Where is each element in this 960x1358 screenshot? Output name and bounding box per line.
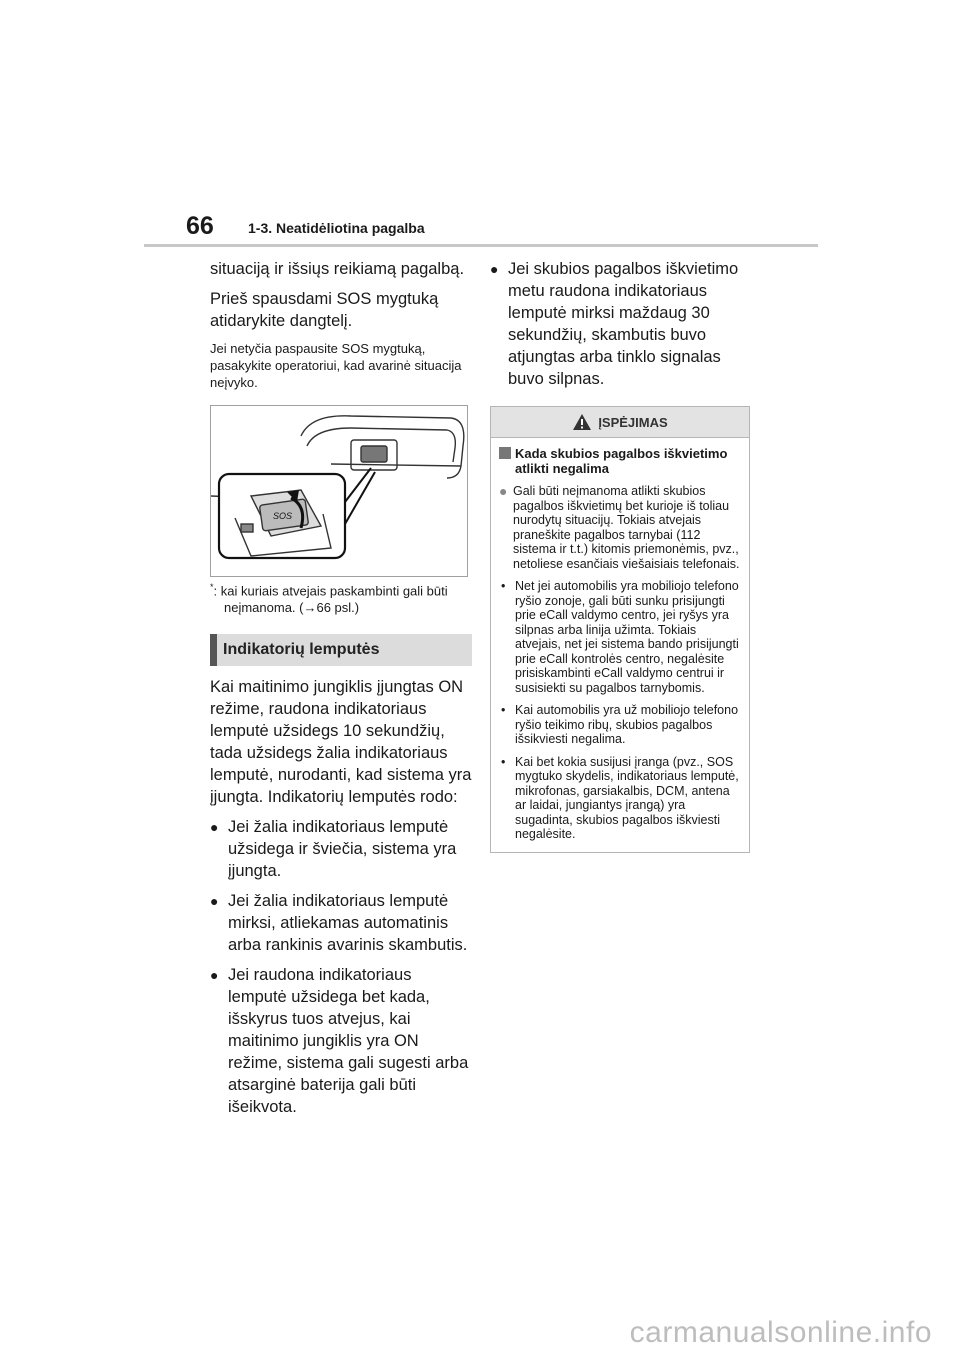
warning-item: • Kai automobilis yra už mobiliojo telefono ryšio teikimo ribų, skubios pagalbos išsikviesti negalima. [501,703,739,746]
right-column [490,258,752,853]
section-title: 1-3. Neatidėliotina pagalba [248,220,425,236]
warning-box [490,406,750,853]
list-item: ● Jei raudona indikatoriaus lemputė užsidega bet kada, išskyrus tuos atvejus, kai maitinimo jungiklis yra ON režime, sistema gali sugesti arba atsarginė baterija gali būti išeikvota. [210,966,469,1117]
watermark: carmanualsonline.info [629,1316,932,1349]
sos-label: SOS [273,511,293,521]
subheading: Indikatorių lemputės [210,634,472,666]
header-rule [144,244,818,247]
warning-triangle-icon [572,413,592,431]
overhead-console-drawing [211,406,467,576]
left-column [210,258,472,1126]
paragraph-1: situaciją ir išsiųs reikiamą pagalbą. [210,260,465,278]
paragraph-2: Prieš spausdami SOS mygtuką atidarykite dangtelį. [210,290,439,330]
warning-item: • Net jei automobilis yra mobiliojo telefono ryšio zonoje, gali būti sunku prisijungti prie eCall valdymo centro, jei ryšys yra silpnas arba linija užimta. Tokiais atvejais, net jei sistema bando prisijungti prie eCall kontrolės centro, negalėsite prisiskambinti eCall valdymo centrui ir susisiekti su pagalbos tarnybomis. [501,579,739,695]
sos-button-illustration [210,405,468,577]
paragraph-3: Jei netyčia paspausite SOS mygtuką, pasakykite operatoriui, kad avarinė situacija neįvyko. [210,341,462,390]
list-item: ● Jei skubios pagalbos iškvietimo metu raudona indikatoriaus lemputė mirksi maždaug 30 sekundžių, skambutis buvo atjungtas arba tinklo signalas buvo silpnas. [490,260,739,388]
warning-item: • Kai bet kokia susijusi įranga (pvz., SOS mygtuko skydelis, indikatoriaus lemputė, mikrofonas, garsiakalbis, DCM, antena ar laidai, jungiantys įrangą) yra sugadinta, skubios pagalbos iškviesti negalėsite. [501,754,739,841]
warning-subtitle: Kada skubios pagalbos iškvietimo atlikti negalima [499,446,741,476]
paragraph-4: Kai maitinimo jungiklis įjungtas ON režime, raudona indikatoriaus lemputė užsidegs 10 sekundžių, tada užsidegs žalia indikatoriaus lemputė, nurodanti, kad sistema yra įjungta. Indikatorių lemputės rodo: [210,678,472,807]
warning-header: ĮSPĖJIMAS [491,407,749,438]
list-item: ● Jei žalia indikatoriaus lemputė mirksi, atliekamas automatinis arba rankinis avarinis skambutis. [210,892,468,955]
footnote: *: kai kuriais atvejais paskambinti gali būti neįmanoma. (→66 psl.) [210,582,448,616]
list-item: ● Jei žalia indikatoriaus lemputė užsidega ir šviečia, sistema yra įjungta. [210,818,457,881]
warning-lead: ● Gali būti neįmanoma atlikti skubios pagalbos iškvietimų bet kurioje iš toliau nurodytų situacijų. Tokiais atvejais praneškite pagalbos tarnybai (112 sistema ir t.t.) kitomis priemonėmis, pvz., netoliese esančiais viešaisiais telefonais. [499,483,740,571]
page-number: 66 [186,212,214,240]
